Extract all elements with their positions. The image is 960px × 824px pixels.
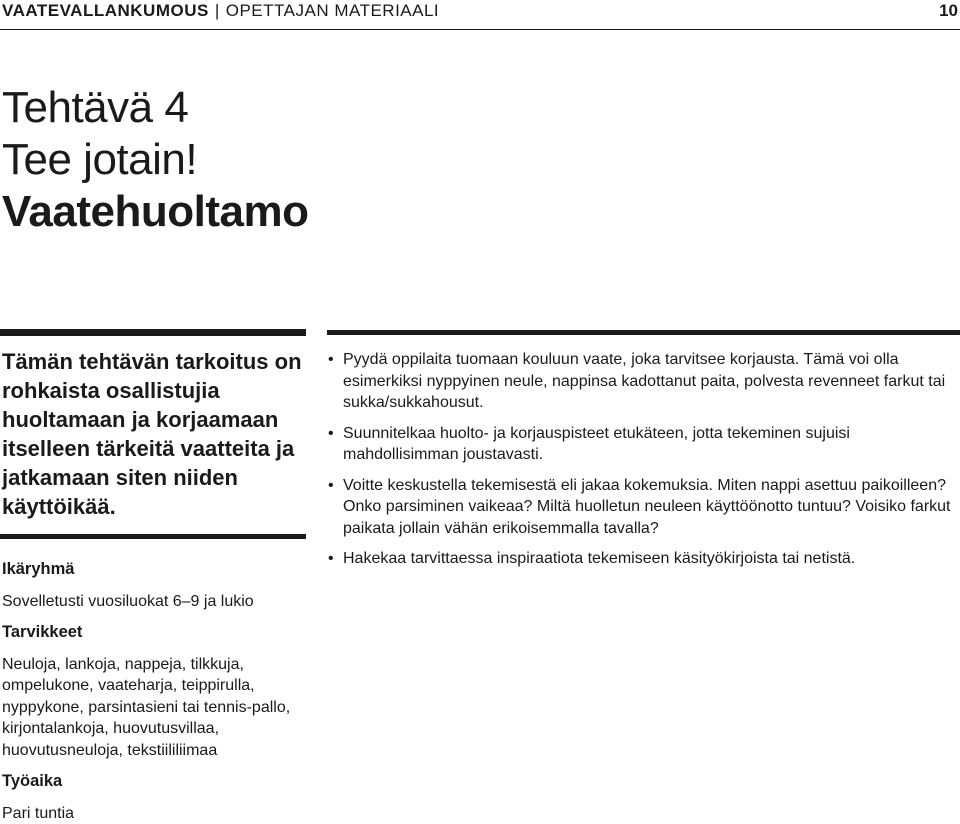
duration-value: Pari tuntia bbox=[2, 803, 307, 824]
title-line-2: Tee jotain! bbox=[2, 134, 308, 186]
section-divider-right bbox=[327, 330, 960, 335]
title-line-3: Vaatehuoltamo bbox=[2, 186, 308, 238]
task-details bbox=[2, 555, 307, 824]
brand-name: VAATEVALLANKUMOUS bbox=[2, 1, 209, 20]
bullet-icon: • bbox=[328, 423, 334, 445]
age-group-label: Ikäryhmä bbox=[2, 559, 307, 581]
list-item bbox=[327, 475, 952, 540]
header-divider bbox=[0, 29, 960, 30]
list-item-text: Pyydä oppilaita tuomaan kouluun vaate, joka tarvitsee korjausta. Tämä voi olla esimerkiksi nyppyinen neule, nappinsa kadottanut paita, polvesta revenneet farkut tai sukka/sukkahousut. bbox=[343, 351, 945, 411]
intro-text: Tämän tehtävän tarkoitus on rohkaista osallistujia huoltamaan ja korjaamaan itselleen tärkeitä vaatteita ja jatkamaan siten niiden käyttöikää. bbox=[2, 347, 302, 521]
materials-label: Tarvikkeet bbox=[2, 622, 307, 644]
page-title bbox=[2, 82, 308, 238]
list-item-text: Hakekaa tarvittaessa inspiraatiota tekemiseen käsityökirjoista tai netistä. bbox=[343, 550, 855, 567]
header-separator: | bbox=[215, 1, 220, 20]
list-item bbox=[327, 349, 952, 414]
header-subtitle: OPETTAJAN MATERIAALI bbox=[226, 1, 439, 20]
list-item bbox=[327, 548, 952, 570]
bullet-icon: • bbox=[328, 349, 334, 371]
instruction-list bbox=[327, 349, 952, 579]
page-header bbox=[0, 0, 960, 30]
page-number: 10 bbox=[939, 1, 958, 21]
list-item bbox=[327, 423, 952, 466]
bullet-icon: • bbox=[328, 475, 334, 497]
sidebar-divider bbox=[0, 534, 306, 539]
section-divider-left bbox=[0, 329, 306, 336]
running-header bbox=[2, 1, 439, 21]
list-item-text: Voitte keskustella tekemisestä eli jakaa kokemuksia. Miten nappi asettuu paikoilleen? Onko parsiminen vaikeaa? Miltä huolletun neuleen käyttöönotto tuntuu? Voisiko farkut paikata jollain vähän erikoisemmalla tavalla? bbox=[343, 477, 951, 537]
duration-label: Työaika bbox=[2, 771, 307, 793]
bullet-icon: • bbox=[328, 548, 334, 570]
title-line-1: Tehtävä 4 bbox=[2, 82, 308, 134]
list-item-text: Suunnitelkaa huolto- ja korjauspisteet etukäteen, jotta tekeminen sujuisi mahdollisimman joustavasti. bbox=[343, 425, 850, 464]
age-group-value: Sovelletusti vuosiluokat 6–9 ja lukio bbox=[2, 591, 307, 613]
materials-value: Neuloja, lankoja, nappeja, tilkkuja, ompelukone, vaateharja, teippirulla, nyppykone, parsintasieni tai tennis-pallo, kirjontalankoja, huovutusvillaa, huovutusneuloja, tekstiililiimaa bbox=[2, 654, 307, 762]
